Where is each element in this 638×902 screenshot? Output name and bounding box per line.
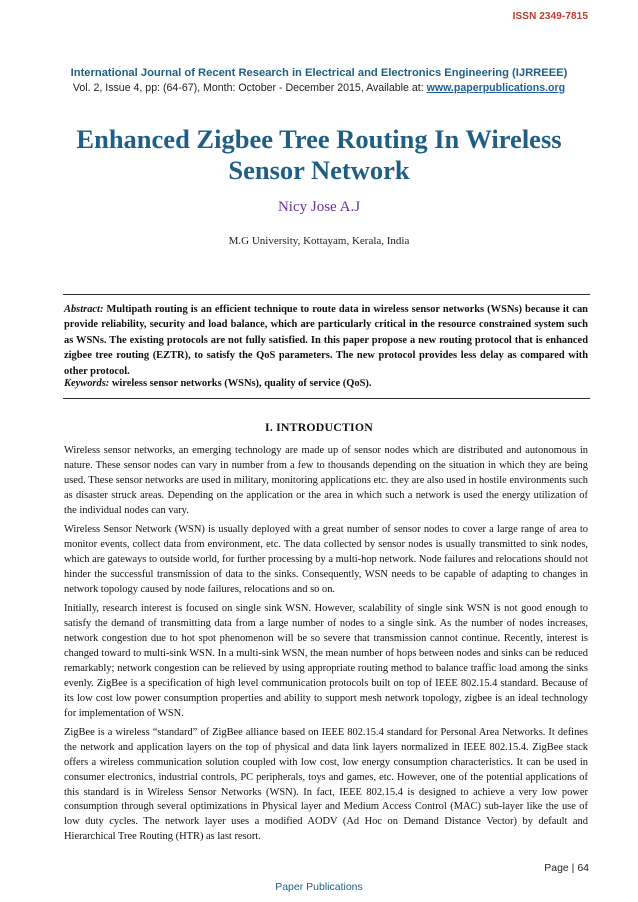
publisher-footer: Paper Publications	[275, 881, 363, 893]
volume-info: Vol. 2, Issue 4, pp: (64-67), Month: October - December 2015, Available at:	[72, 82, 427, 94]
paragraph: Initially, research interest is focused on single sink WSN. However, scalability of single sink WSN is not good enough to satisfy the demand of transmitting data from a large number of nodes to a single sink. As the number of nodes increases, network congestion due to hot spot phenomenon will be so severe that transmission cannot continue. Recently, interest is changed toward to multi-sink WSN. In a multi-sink WSN, the mean number of hops between nodes and sinks can be reduced remarkably; network congestion can be relieved by using appropriate routing method to balance traffic load among the sinks evenly. ZigBee is a specification of high level communication protocols built on top of IEEE 802.15.4 standard. Because of its low cost low power consumption properties and ability to support mesh network topology, zigbee is an ideal technology for implementation of WSN.	[64, 602, 588, 719]
keywords-label: Keywords:	[64, 378, 110, 389]
abstract-bottom-rule	[63, 398, 590, 399]
volume-line	[0, 82, 638, 94]
paragraph: Wireless sensor networks, an emerging technology are made up of sensor nodes which are distributed and autonomous in nature. These sensor nodes can vary in number from a few to thousands depending on the situation in which they are being used. These sensor networks are used in military, monitoring applications etc. they are also used in hostile environments such as disaster struck areas. Depending on the application or the area in which such a network is used the energy utilization of the individual nodes can vary.	[64, 445, 588, 516]
author-name: Nicy Jose A.J	[277, 199, 361, 215]
paragraph: Wireless Sensor Network (WSN) is usually deployed with a great number of sensor nodes to cover a large range of area to monitor events, collect data from environment, etc. The data collected by sensor nodes is usually transmitted to sink nodes, which are gateways to outside world, for further processing by a multi-hop network. Node failures and relocations should not hinder the successful transmission of data to the sinks. Consequently, WSN needs to be capable of adapting to changes in network topology caused by node failures, relocations and so on.	[64, 523, 588, 595]
abstract-top-rule	[63, 294, 590, 295]
paper-title: Enhanced Zigbee Tree Routing In Wireless Sensor Network	[76, 124, 562, 185]
author-affiliation: M.G University, Kottayam, Kerala, India	[228, 235, 410, 247]
abstract-label: Abstract:	[64, 304, 104, 315]
paragraph: ZigBee is a wireless “standard” of ZigBee alliance based on IEEE 802.15.4 standard for Personal Area Networks. It defines the network and application layers on the top of physical and data link layers normalized in IEEE 802.15.4. ZigBee stack offers a wireless communication solution coupled with low cost, low energy consumption characteristics. It can be used in consumer electronics, industrial controls, PC peripherals, toys and games, etc. However, one of the potential applications of this standard is in Wireless Sensor Networks (WSN). In fact, IEEE 802.15.4 is designed to achieve a very low power consumption through several optimizations in Physical layer and Medium Access Control (MAC) sub-layer like the use of low duty cycles. The network layer uses a modified AODV (Ad Hoc on Demand Distance Vector) by default and Hierarchical Tree Routing (HTR) as last resort.	[64, 726, 588, 843]
abstract	[64, 302, 588, 379]
page-number: Page | 64	[544, 862, 589, 874]
journal-website-link[interactable]: www.paperpublications.org	[426, 82, 566, 94]
keywords-text: wireless sensor networks (WSNs), quality of service (QoS).	[109, 378, 372, 389]
section-heading: I. INTRODUCTION	[265, 420, 373, 434]
abstract-text: Multipath routing is an efficient technique to route data in wireless sensor networks (WSNs) because it can provide reliability, security and load balance, which are particularly critical in the resource constrained system such as WSNs. The existing protocols are not fully satisfied. In this paper propose a new routing protocol that is enhanced zigbee tree routing (EZTR), to satisfy the QoS parameters. The new protocol provides less delay as compared with other protocol.	[64, 304, 588, 377]
keywords	[64, 378, 588, 389]
issn-label: ISSN 2349-7815	[512, 11, 588, 22]
journal-name: International Journal of Recent Research in Electrical and Electronics Engineering (IJRREEE)	[70, 67, 568, 79]
introduction-body	[64, 444, 588, 850]
